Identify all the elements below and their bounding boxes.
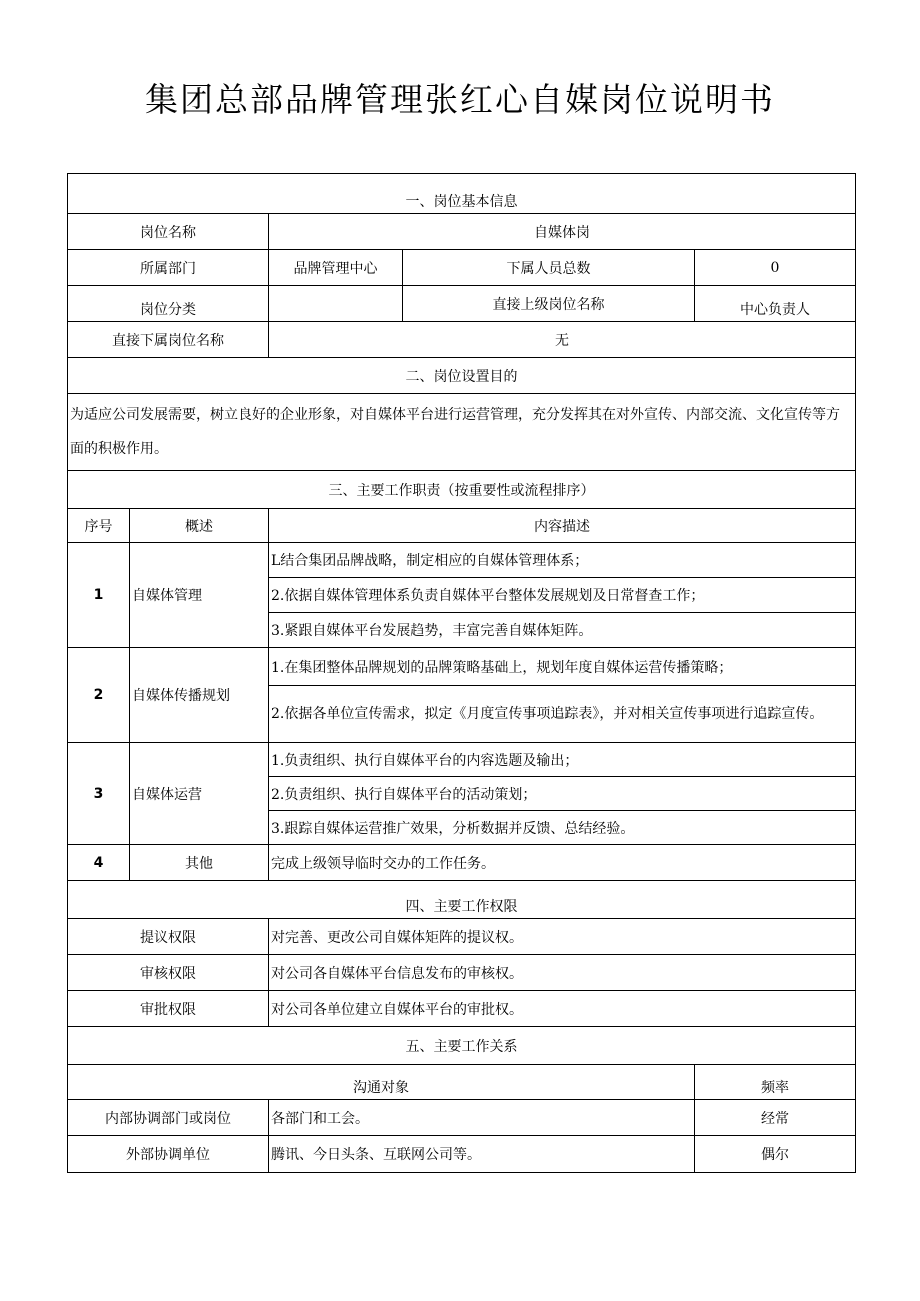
- duty-summary: 自媒体传播规划: [130, 648, 269, 743]
- duty-summary: 其他: [130, 845, 269, 881]
- job-description-table: [67, 173, 856, 1173]
- position-name-label: 岗位名称: [68, 214, 269, 250]
- subordinate-position-value: 无: [269, 322, 856, 358]
- relation-label: 外部协调单位: [68, 1136, 269, 1173]
- section-relations-heading: 五、主要工作关系: [68, 1027, 856, 1065]
- subordinate-count-label: 下属人员总数: [403, 250, 695, 286]
- subordinate-count-value: 0: [695, 250, 856, 286]
- purpose-text: 为适应公司发展需要，树立良好的企业形象，对自媒体平台进行运营管理，充分发挥其在对外宣传、内部交流、文化宣传等方面的积极作用。: [68, 394, 856, 471]
- relation-frequency: 偶尔: [695, 1136, 856, 1173]
- authority-text: 对完善、更改公司自媒体矩阵的提议权。: [269, 919, 856, 955]
- duties-col-summary: 概述: [130, 509, 269, 543]
- duty-item: L结合集团品牌战略，制定相应的自媒体管理体系；: [269, 543, 856, 578]
- relations-col-frequency: 频率: [695, 1065, 856, 1100]
- section-basic-info-heading: 一、岗位基本信息: [68, 174, 856, 214]
- relation-label: 内部协调部门或岗位: [68, 1100, 269, 1136]
- duty-number: 4: [68, 845, 130, 881]
- duty-item: 2.依据自媒体管理体系负责自媒体平台整体发展规划及日常督查工作；: [269, 578, 856, 613]
- section-authority-heading: 四、主要工作权限: [68, 881, 856, 919]
- relation-frequency: 经常: [695, 1100, 856, 1136]
- duty-item: 1.负责组织、执行自媒体平台的内容选题及输出；: [269, 743, 856, 777]
- authority-text: 对公司各自媒体平台信息发布的审核权。: [269, 955, 856, 991]
- duty-item: 2.依据各单位宣传需求，拟定《月度宣传事项追踪表》，并对相关宣传事项进行追踪宣传。: [269, 686, 856, 743]
- authority-text: 对公司各单位建立自媒体平台的审批权。: [269, 991, 856, 1027]
- duty-item: 3.跟踪自媒体运营推广效果，分析数据并反馈、总结经验。: [269, 811, 856, 845]
- duty-number: 2: [68, 648, 130, 743]
- duty-number: 1: [68, 543, 130, 648]
- duty-item: 1.在集团整体品牌规划的品牌策略基础上，规划年度自媒体运营传播策略；: [269, 648, 856, 686]
- department-value: 品牌管理中心: [269, 250, 403, 286]
- position-category-label: 岗位分类: [68, 286, 269, 322]
- superior-position-label: 直接上级岗位名称: [403, 286, 695, 322]
- duty-summary: 自媒体管理: [130, 543, 269, 648]
- duty-number: 3: [68, 743, 130, 845]
- position-name-value: 自媒体岗: [269, 214, 856, 250]
- document-title: 集团总部品牌管理张红心自媒岗位说明书: [145, 80, 775, 119]
- relation-target: 腾讯、今日头条、互联网公司等。: [269, 1136, 695, 1173]
- relation-target: 各部门和工会。: [269, 1100, 695, 1136]
- duty-summary: 自媒体运营: [130, 743, 269, 845]
- superior-position-value: 中心负责人: [695, 286, 856, 322]
- subordinate-position-label: 直接下属岗位名称: [68, 322, 269, 358]
- duty-item: 完成上级领导临时交办的工作任务。: [269, 845, 856, 881]
- position-category-value: [269, 286, 403, 322]
- duty-item: 3.紧跟自媒体平台发展趋势，丰富完善自媒体矩阵。: [269, 613, 856, 648]
- relations-col-target: 沟通对象: [68, 1065, 695, 1100]
- authority-label: 审核权限: [68, 955, 269, 991]
- duty-item: 2.负责组织、执行自媒体平台的活动策划；: [269, 777, 856, 811]
- department-label: 所属部门: [68, 250, 269, 286]
- section-duties-heading: 三、主要工作职责（按重要性或流程排序）: [68, 471, 856, 509]
- authority-label: 提议权限: [68, 919, 269, 955]
- duties-col-number: 序号: [68, 509, 130, 543]
- authority-label: 审批权限: [68, 991, 269, 1027]
- section-purpose-heading: 二、岗位设置目的: [68, 358, 856, 394]
- duties-col-description: 内容描述: [269, 509, 856, 543]
